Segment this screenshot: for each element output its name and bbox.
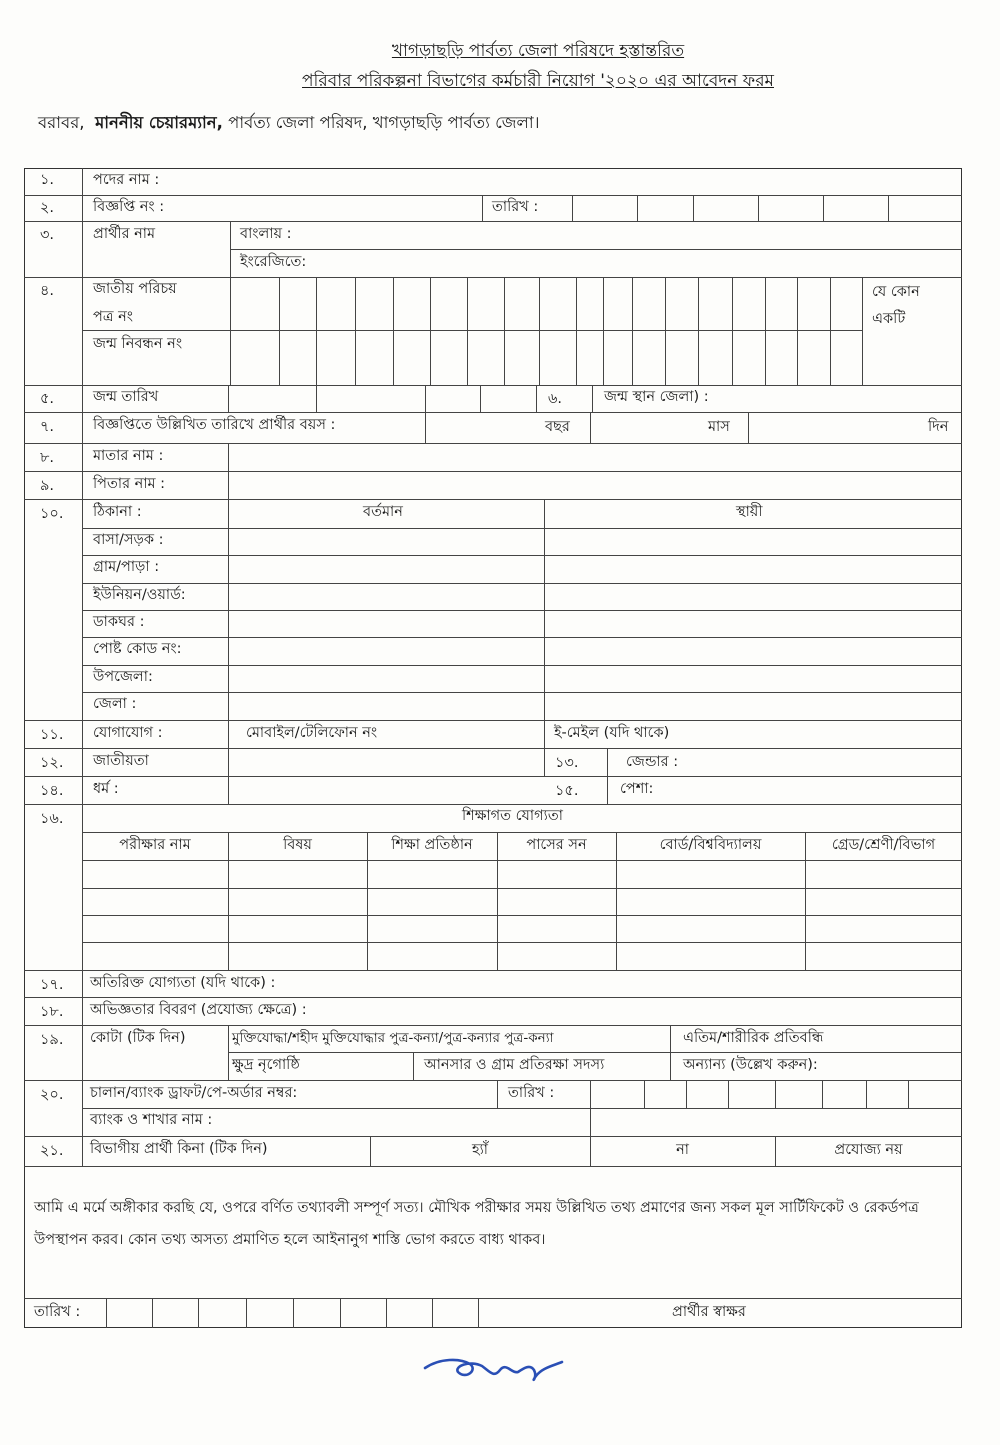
salutation-prefix: বরাবর,	[38, 113, 85, 132]
address-field-label: গ্রাম/পাড়া :	[93, 559, 160, 575]
any-one-note-line1: যে কোন	[872, 284, 920, 300]
row-number: ১৭.	[40, 977, 64, 993]
gender-label: জেন্ডার :	[626, 754, 679, 770]
signature-scribble	[420, 1350, 570, 1390]
address-field-label: ইউনিয়ন/ওয়ার্ড:	[93, 587, 186, 603]
applicant-name-label: প্রার্থীর নাম	[93, 226, 156, 242]
challan-date-label: তারিখ :	[508, 1085, 555, 1101]
edu-col-exam: পরীক্ষার নাম	[119, 837, 191, 853]
row-number: ১৫.	[555, 783, 579, 799]
quota-ansar-vdp[interactable]: আনসার ও গ্রাম প্রতিরক্ষা সদস্য	[424, 1057, 605, 1073]
row-number: ১৯.	[40, 1032, 64, 1048]
additional-qualification-label: অতিরিক্ত যোগ্যতা (যদি থাকে) :	[90, 975, 276, 991]
row-number: ২.	[40, 200, 55, 216]
salutation-rest: পার্বত্য জেলা পরিষদ, খাগড়াছড়ি পার্বত্য জেলা।	[228, 113, 540, 132]
row-number: ১৩.	[555, 755, 579, 771]
option-not-applicable[interactable]: প্রযোজ্য নয়	[834, 1142, 903, 1158]
address-field-label: ডাকঘর :	[93, 614, 145, 630]
edu-col-pass-year: পাসের সন	[526, 837, 587, 853]
present-address-header: বর্তমান	[363, 504, 403, 520]
mother-name-label: মাতার নাম :	[93, 448, 164, 464]
row-number: ১৮.	[40, 1004, 64, 1020]
education-header: শিক্ষাগত যোগ্যতা	[462, 808, 563, 824]
row-number: ১০.	[40, 506, 64, 522]
edu-col-institution: শিক্ষা প্রতিষ্ঠান	[391, 837, 473, 853]
address-field-label: বাসা/সড়ক :	[93, 532, 164, 548]
name-english-label: ইংরেজিতে:	[240, 254, 307, 270]
row-number: ৪.	[40, 283, 55, 299]
edu-col-grade: গ্রেড/শ্রেণী/বিভাগ	[831, 837, 936, 853]
address-field-label: উপজেলা:	[93, 669, 153, 685]
nid-label-line1: জাতীয় পরিচয়	[93, 281, 177, 297]
notice-no-label: বিজ্ঞপ্তি নং :	[93, 199, 165, 215]
address-label: ঠিকানা :	[93, 504, 142, 520]
notice-date-label: তারিখ :	[492, 199, 539, 215]
challan-number-label: চালান/ব্যাংক ড্রাফট/পে-অর্ডার নম্বর:	[90, 1085, 298, 1101]
row-number: ১১.	[40, 727, 64, 743]
post-name-label: পদের নাম :	[93, 172, 160, 188]
form-title-line-2: পরিবার পরিকল্পনা বিভাগের কর্মচারী নিয়োগ '২০২০ এর আবেদন ফরম	[302, 71, 774, 91]
quota-freedom-fighter[interactable]: মুক্তিযোদ্ধা/শহীদ মুক্তিযোদ্ধার পুত্র-কন্যা/পুত্র-কন্যার পুত্র-কন্যা	[232, 1030, 554, 1046]
address-field-label: পোষ্ট কোড নং:	[93, 641, 182, 657]
age-year-label: বছর	[545, 419, 570, 435]
row-number: ৮.	[40, 450, 55, 466]
form-title-line-1: খাগড়াছড়ি পার্বত্য জেলা পরিষদে হস্তান্তরিত	[391, 41, 685, 61]
quota-orphan-disabled[interactable]: এতিম/শারীরিক প্রতিবন্ধি	[683, 1030, 824, 1046]
bank-branch-label: ব্যাংক ও শাখার নাম :	[90, 1112, 213, 1128]
salutation-addressee: মাননীয় চেয়ারম্যান,	[95, 113, 223, 132]
departmental-candidate-label: বিভাগীয় প্রার্থী কিনা (টিক দিন)	[90, 1141, 268, 1157]
option-yes[interactable]: হ্যাঁ	[471, 1142, 489, 1158]
row-number: ৬.	[548, 391, 563, 407]
signature-label: প্রার্থীর স্বাক্ষর	[672, 1304, 746, 1320]
row-number: ৫.	[40, 391, 55, 407]
address-field-label: জেলা :	[93, 696, 137, 712]
experience-label: অভিজ্ঞতার বিবরণ (প্রযোজ্য ক্ষেত্রে) :	[90, 1002, 307, 1018]
edu-col-subject: বিষয়	[283, 837, 312, 853]
footer-date-label: তারিখ :	[34, 1304, 81, 1320]
row-number: ২১.	[40, 1143, 64, 1159]
age-day-label: দিন	[928, 419, 949, 435]
quota-label: কোটা (টিক দিন)	[90, 1030, 186, 1046]
quota-others[interactable]: অন্যান্য (উল্লেখ করুন):	[683, 1057, 818, 1073]
salutation	[38, 110, 540, 137]
religion-label: ধর্ম :	[93, 781, 119, 797]
row-number: ৩.	[40, 227, 55, 243]
quota-ethnic-minority[interactable]: ক্ষুদ্র নৃগোষ্ঠি	[232, 1057, 300, 1073]
row-number: ১৪.	[40, 783, 64, 799]
edu-col-board: বোর্ড/বিশ্ববিদ্যালয়	[659, 837, 762, 853]
row-number: ১.	[40, 172, 55, 188]
row-number: ২০.	[40, 1087, 64, 1103]
dob-label: জন্ম তারিখ	[93, 389, 159, 405]
declaration-text: আমি এ মর্মে অঙ্গীকার করছি যে, ওপরে বর্ণিত তথ্যাবলী সম্পূর্ণ সত্য। মৌখিক পরীক্ষার সময় উল্লিখিত তথ্য প্রমাণের জন্য সকল মূল সার্টিফিকেট ও রেকর্ডপত্র উপস্থাপন করব। কোন তথ্য অসত্য প্রমাণিত হলে আইনানুগ শাস্তি ভোগ করতে বাধ্য থাকব।	[34, 1200, 919, 1248]
email-label: ই-মেইল (যদি থাকে)	[554, 725, 670, 741]
mobile-label: মোবাইল/টেলিফোন নং	[246, 725, 378, 741]
father-name-label: পিতার নাম :	[93, 476, 166, 492]
birth-district-label: জন্ম স্থান জেলা) :	[604, 389, 709, 405]
nid-label-line2: পত্র নং	[93, 309, 134, 325]
row-number: ১২.	[40, 755, 64, 771]
age-label: বিজ্ঞপ্তিতে উল্লিখিত তারিখে প্রার্থীর বয়স :	[93, 417, 336, 433]
option-no[interactable]: না	[676, 1142, 689, 1158]
age-month-label: মাস	[708, 419, 730, 435]
occupation-label: পেশা:	[620, 781, 654, 797]
nationality-label: জাতীয়তা	[93, 753, 149, 769]
row-number: ৯.	[40, 478, 55, 494]
permanent-address-header: স্থায়ী	[736, 504, 763, 520]
contact-label: যোগাযোগ :	[93, 725, 163, 741]
row-number: ৭.	[40, 419, 55, 435]
row-number: ১৬.	[40, 811, 64, 827]
any-one-note-line2: একটি	[872, 311, 906, 327]
birth-reg-label: জন্ম নিবন্ধন নং	[93, 336, 183, 352]
name-bangla-label: বাংলায় :	[240, 226, 292, 242]
